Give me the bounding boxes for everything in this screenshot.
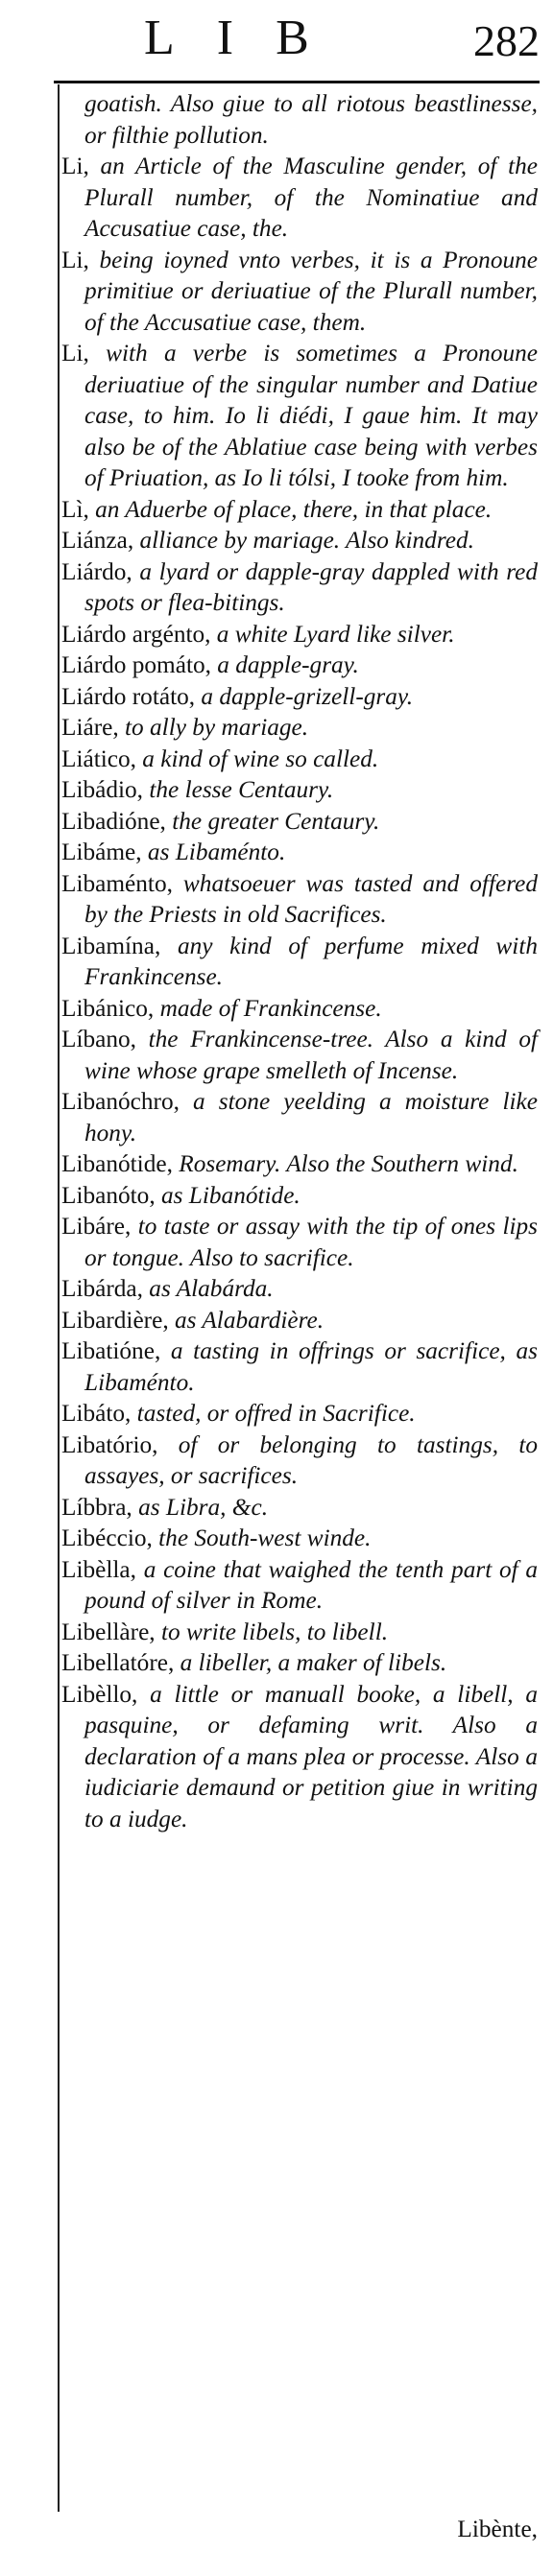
entry-definition: goatish. Also giue to all riotous beastlinesse, or filthie pollution. (84, 90, 538, 149)
entry-definition: a tasting in offrings or sacrifice, as Libaménto. (84, 1337, 538, 1396)
entry-headword: Liárdo pomáto, (61, 651, 211, 678)
entry-definition: a libeller, a maker of libels. (174, 1649, 447, 1676)
page-header (0, 8, 553, 84)
entry-headword: Libamína, (61, 932, 161, 959)
entry-headword: Liánza, (61, 527, 134, 554)
entry-headword: Líbbra, (61, 1493, 132, 1521)
entry-definition: an Aduerbe of place, there, in that place. (88, 495, 493, 523)
entry-headword: Libadióne, (61, 807, 166, 835)
dictionary-entry (61, 681, 538, 713)
entry-headword: Libatório, (61, 1430, 158, 1458)
page-number: 282 (473, 16, 540, 65)
entry-headword: Li, (61, 246, 89, 273)
header-rule (54, 81, 540, 83)
entry-definition: the greater Centaury. (165, 807, 380, 835)
dictionary-entry (61, 1211, 538, 1273)
dictionary-entry (61, 650, 538, 681)
entry-definition: being ioyned vnto verbes, it is a Pronoune primitiue or deriuatiue of the Plurall number, of the Accusatiue case, them. (84, 246, 538, 336)
entry-definition: a dapple-gray. (210, 651, 359, 678)
dictionary-entry (61, 1273, 538, 1305)
dictionary-entry (61, 1024, 538, 1086)
entry-definition: with a verbe is sometimes a Pronoune deriuatiue of the singular number and Datiue case, to him. Io li diédi, I gaue him. It may also be of the Ablatiue case being with verbes of Priuation, as Io li tólsi, I tooke from him. (84, 340, 538, 491)
entry-headword: Libáto, (61, 1400, 132, 1427)
dictionary-entry (61, 494, 538, 526)
running-head: LIB (144, 11, 351, 65)
entry-headword: Libánico, (61, 994, 155, 1022)
dictionary-entry (61, 868, 538, 931)
entry-headword: Libèlla, (61, 1555, 136, 1583)
entry-list (61, 88, 538, 1834)
entry-headword: Libèllo, (61, 1680, 138, 1708)
dictionary-entry (61, 1398, 538, 1430)
entry-headword: Liáre, (61, 714, 119, 741)
dictionary-entry (61, 1180, 538, 1212)
entry-headword: Libéccio, (61, 1524, 153, 1551)
entry-headword: Líbano, (61, 1026, 136, 1052)
entry-definition: made of Frankincense. (154, 994, 382, 1022)
entry-definition: to ally by mariage. (118, 714, 309, 741)
dictionary-entry (61, 1492, 538, 1524)
entry-headword: Libáre, (61, 1213, 132, 1240)
entry-definition: the South-west winde. (152, 1524, 372, 1551)
entry-headword: Libellatóre, (61, 1649, 175, 1676)
entry-headword: Libáme, (61, 839, 142, 865)
dictionary-entry (61, 774, 538, 806)
entry-definition: whatsoeuer was tasted and offered by the Priests in old Sacrifices. (84, 869, 538, 928)
dictionary-entry (61, 806, 538, 838)
entry-headword: Libaménto, (61, 869, 173, 897)
entry-headword: Liárdo, (61, 557, 132, 585)
entry-headword: Liárdo argénto, (61, 620, 211, 648)
entry-definition: to taste or assay with the tip of ones lips or tongue. Also to sacrifice. (84, 1213, 538, 1271)
entry-definition: alliance by mariage. Also kindred. (133, 527, 474, 554)
dictionary-entry (61, 1554, 538, 1617)
dictionary-entry (61, 245, 538, 339)
entry-headword: Li, (61, 340, 89, 366)
dictionary-entry (61, 1679, 538, 1835)
entry-definition: Rosemary. Also the Southern wind. (172, 1150, 518, 1177)
dictionary-entry (61, 1335, 538, 1398)
entry-definition: as Libanótide. (155, 1181, 301, 1209)
column-rule (58, 84, 60, 2512)
entry-headword: Libanótide, (61, 1150, 173, 1177)
entry-definition: a white Lyard like silver. (210, 620, 455, 648)
entry-headword: Libádio, (61, 776, 144, 803)
dictionary-entry (61, 1523, 538, 1554)
entry-definition: a coine that waighed the tenth part of a pound of silver in Rome. (84, 1555, 538, 1614)
entry-headword: Libardière, (61, 1306, 169, 1334)
entry-headword: Libárda, (61, 1275, 143, 1302)
entry-definition: as Alabardière. (168, 1306, 325, 1334)
dictionary-entry (61, 931, 538, 993)
entry-headword: Liático, (61, 744, 136, 772)
dictionary-entry (61, 744, 538, 775)
dictionary-entry (61, 1305, 538, 1336)
dictionary-entry (61, 1430, 538, 1492)
entry-headword: Libanóto, (61, 1181, 156, 1209)
dictionary-entry (61, 525, 538, 556)
entry-headword: Libellàre, (61, 1618, 156, 1645)
entry-definition: a dapple-grizell-gray. (195, 682, 414, 710)
dictionary-entry (61, 556, 538, 619)
dictionary-entry (61, 1086, 538, 1148)
entry-headword: Libanóchro, (61, 1088, 180, 1115)
dictionary-entry (61, 712, 538, 744)
entry-definition: of or belonging to tastings, to assayes, or sacrifices. (84, 1430, 538, 1489)
entry-definition: as Libra, &c. (132, 1493, 269, 1521)
dictionary-entry (61, 151, 538, 245)
entry-definition: a kind of wine so called. (135, 744, 379, 772)
entry-headword: Li, (61, 153, 89, 179)
dictionary-entry (61, 1148, 538, 1180)
entry-definition: tasted, or offred in Sacrifice. (131, 1400, 416, 1427)
dictionary-entry (61, 1617, 538, 1648)
entry-definition: a stone yeelding a moisture like hony. (84, 1088, 538, 1146)
entry-definition: as Alabárda. (142, 1275, 274, 1302)
dictionary-entry (61, 993, 538, 1025)
dictionary-entry (61, 88, 538, 151)
entry-definition: a little or manuall booke, a libell, a pasquine, or defaming writ. Also a declaration of a mans plea or processe. Also a iudiciarie demaund or petition giue in writing to a iudge. (84, 1680, 538, 1832)
dictionary-entry (61, 1647, 538, 1679)
entry-definition: to write libels, to libell. (155, 1618, 389, 1645)
entry-definition: an Article of the Masculine gender, of the Plurall number, of the Nominatiue and Accusatiue case, the. (84, 153, 538, 242)
entry-definition: the Frankincense-tree. Also a kind of wine whose grape smelleth of Incense. (84, 1026, 538, 1084)
entry-definition: the lesse Centaury. (143, 776, 334, 803)
entry-headword: Liárdo rotáto, (61, 682, 196, 710)
entry-definition: any kind of perfume mixed with Frankincense. (84, 932, 538, 990)
entry-headword: Libatióne, (61, 1337, 161, 1364)
entry-definition: as Libaménto. (141, 839, 286, 865)
entry-definition: a lyard or dapple-gray dappled with red spots or flea-bitings. (84, 557, 538, 616)
dictionary-entry (61, 338, 538, 494)
dictionary-entry (61, 619, 538, 650)
catchword: Libènte, (457, 2516, 538, 2542)
entry-headword: Lì, (61, 495, 89, 523)
dictionary-entry (61, 837, 538, 868)
